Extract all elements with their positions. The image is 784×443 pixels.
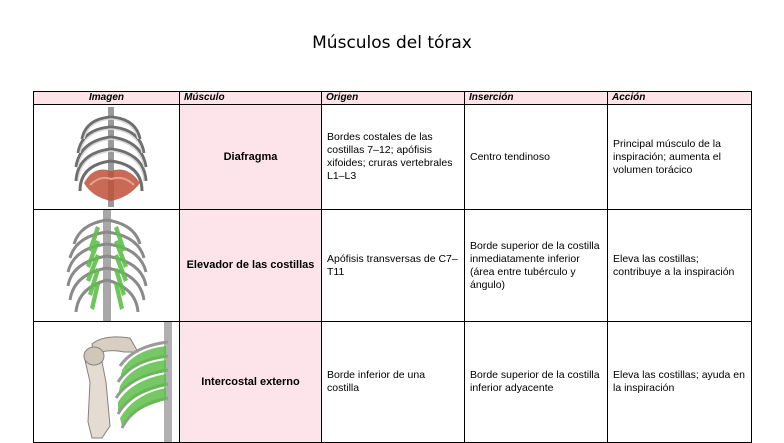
insertion-cell: Centro tendinoso (465, 105, 608, 210)
header-insertion: Inserción (465, 92, 608, 105)
origin-cell: Apófisis transversas de C7–T11 (322, 210, 465, 322)
image-cell (34, 210, 180, 322)
muscles-table (33, 91, 752, 443)
action-cell: Eleva las costillas; contribuye a la inspiración (608, 210, 752, 322)
image-cell (34, 322, 180, 443)
page-title: Músculos del tórax (312, 33, 472, 53)
insertion-cell: Borde superior de la costilla inmediatamente inferior (área entre tubérculo y ángulo) (465, 210, 608, 322)
table-row (34, 210, 752, 322)
header-origin: Origen (322, 92, 465, 105)
muscle-name: Intercostal externo (180, 322, 322, 443)
shoulder-intercostal-illustration (34, 322, 180, 442)
origin-cell: Bordes costales de las costillas 7–12; apófisis xifoides; cruras vertebrales L1–L3 (322, 105, 465, 210)
insertion-cell: Borde superior de la costilla inferior adyacente (465, 322, 608, 443)
action-cell: Eleva las costillas; ayuda en la inspiración (608, 322, 752, 443)
action-cell: Principal músculo de la inspiración; aumenta el volumen torácico (608, 105, 752, 210)
header-muscle: Músculo (180, 92, 322, 105)
header-image: Imagen (34, 92, 180, 105)
image-cell (34, 105, 180, 210)
ribcage-levatores-illustration (34, 210, 180, 321)
table-header-row (34, 92, 752, 105)
muscle-name: Diafragma (180, 105, 322, 210)
muscle-name: Elevador de las costillas (180, 210, 322, 322)
origin-cell: Borde inferior de una costilla (322, 322, 465, 443)
table-row (34, 322, 752, 443)
table-row (34, 105, 752, 210)
ribcage-diaphragm-illustration (34, 105, 180, 209)
header-action: Acción (608, 92, 752, 105)
